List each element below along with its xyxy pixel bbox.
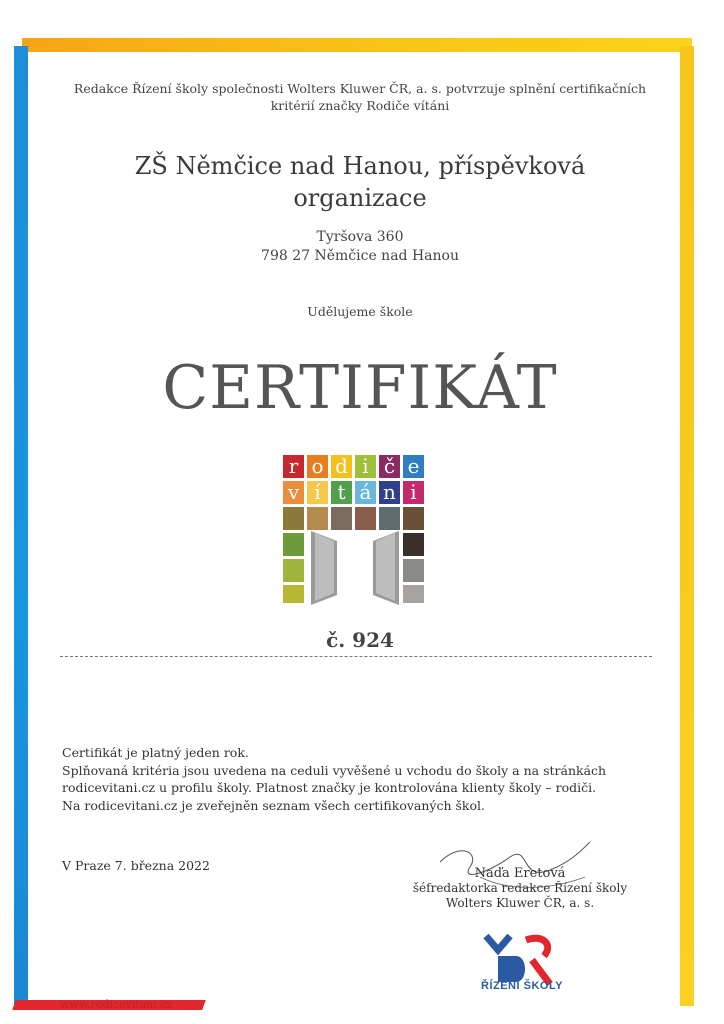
- school-name: [40, 150, 680, 214]
- logo-letter: í: [314, 480, 321, 504]
- school-city: 798 27 Němčice nad Hanou: [261, 248, 459, 264]
- signer-title: šéfredaktorka redakce Řízení školy: [412, 881, 628, 895]
- logo-letter: č: [383, 454, 396, 478]
- frame-left-stripe: [14, 46, 28, 1006]
- website-link[interactable]: www.rodicevitani.cz: [60, 998, 173, 1011]
- frame-top-stripe: [22, 38, 692, 52]
- logo-letter: v: [287, 480, 300, 504]
- intro-text: [40, 80, 680, 114]
- rizeni-skoly-label: ŘÍZENÍ ŠKOLY: [481, 980, 563, 992]
- signer-company: Wolters Kluwer ČR, a. s.: [445, 896, 595, 910]
- frame-right-stripe: [680, 46, 694, 1006]
- logo-letter: o: [311, 454, 324, 478]
- divider-line: [60, 656, 652, 657]
- signer-name: Naďa Eretová: [474, 866, 566, 881]
- school-address: [40, 228, 680, 266]
- logo-letter: r: [288, 454, 299, 478]
- rodice-vitani-logo: [283, 455, 428, 615]
- logo-letter: n: [383, 480, 396, 504]
- logo-letter: i: [410, 480, 417, 504]
- school-street: Tyršova 360: [316, 229, 404, 245]
- certificate-title: CERTIFIKÁT: [162, 353, 558, 423]
- logo-letter: e: [407, 454, 420, 478]
- logo-letter: t: [337, 480, 346, 504]
- body-line-4: Na rodicevitani.cz je zveřejněn seznam všech certifikovaných škol.: [62, 797, 485, 813]
- certificate-number: č. 924: [326, 628, 394, 652]
- logo-letter: d: [335, 454, 348, 478]
- body-line-2: Splňovaná kritéria jsou uvedena na ceduli vyvěšené u vchodu do školy a na stránkách: [62, 762, 607, 778]
- logo-letter: i: [362, 454, 369, 478]
- body-line-3: rodicevitani.cz u profilu školy. Platnost značky je kontrolována klienty školy – rodiči.: [62, 780, 597, 795]
- school-name-line-1: ZŠ Němčice nad Hanou, příspěvková: [134, 152, 586, 180]
- certificate-body: [62, 744, 662, 814]
- intro-line-2: kritérií značky Rodiče vítáni: [270, 98, 450, 113]
- award-text: Udělujeme škole: [307, 304, 413, 319]
- intro-line-1: Redakce Řízení školy společnosti Wolters Kluwer ČR, a. s. potvrzuje splnění certifikačních: [73, 81, 647, 96]
- place-date: V Praze 7. března 2022: [62, 858, 210, 873]
- signer-block: [400, 866, 640, 911]
- school-name-line-2: organizace: [293, 184, 427, 212]
- body-line-1: Certifikát je platný jeden rok.: [62, 745, 249, 760]
- door-icon: [305, 531, 405, 605]
- logo-letter: á: [359, 480, 372, 504]
